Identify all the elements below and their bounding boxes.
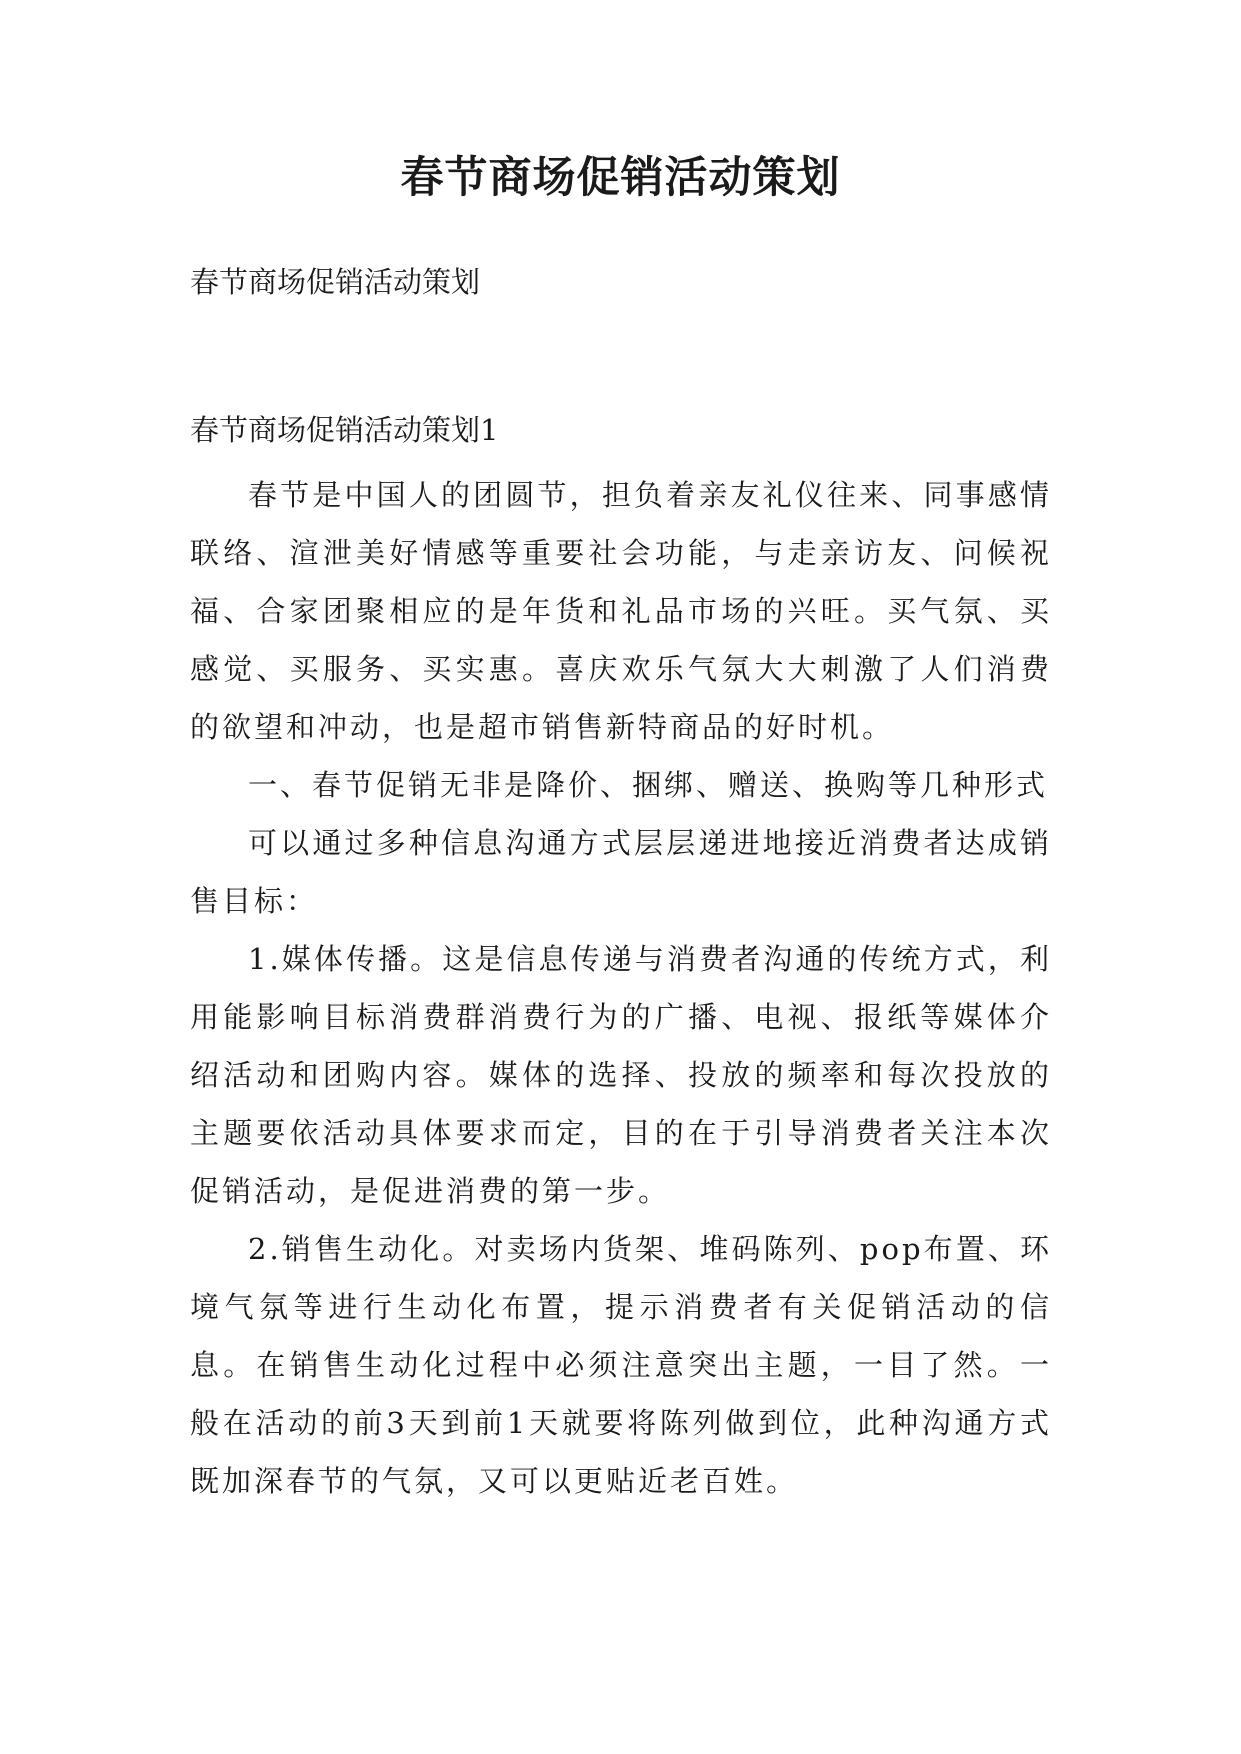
section-heading: 春节商场促销活动策划1 — [190, 413, 499, 447]
paragraph-communication: 可以通过多种信息沟通方式层层递进地接近消费者达成销售目标： — [190, 826, 1052, 918]
paragraph-promo-forms: 一、春节促销无非是降价、捆绑、赠送、换购等几种形式 — [248, 768, 1049, 802]
paragraph-merchandising: 2.销售生动化。对卖场内货架、堆码陈列、pop布置、环境气氛等进行生动化布置，提示消费者有关促销活动的信息。在销售生动化过程中必须注意突出主题，一目了然。一般在活动的前3天到前1天就要将陈列做到位，此种沟通方式既加深春节的气氛，又可以更贴近老百姓。 — [190, 1232, 1052, 1498]
document-body — [190, 466, 1052, 1510]
paragraph-media: 1.媒体传播。这是信息传递与消费者沟通的传统方式，利用能影响目标消费群消费行为的广播、电视、报纸等媒体介绍活动和团购内容。媒体的选择、投放的频率和每次投放的主题要依活动具体要求而定，目的在于引导消费者关注本次促销活动，是促进消费的第一步。 — [190, 942, 1052, 1208]
paragraph-intro: 春节是中国人的团圆节，担负着亲友礼仪往来、同事感情联络、渲泄美好情感等重要社会功能，与走亲访友、问候祝福、合家团聚相应的是年货和礼品市场的兴旺。买气氛、买感觉、买服务、买实惠。喜庆欢乐气氛大大刺激了人们消费的欲望和冲动，也是超市销售新特商品的好时机。 — [190, 478, 1052, 744]
document-title: 春节商场促销活动策划 — [400, 153, 841, 203]
document-subtitle: 春节商场促销活动策划 — [190, 265, 481, 299]
